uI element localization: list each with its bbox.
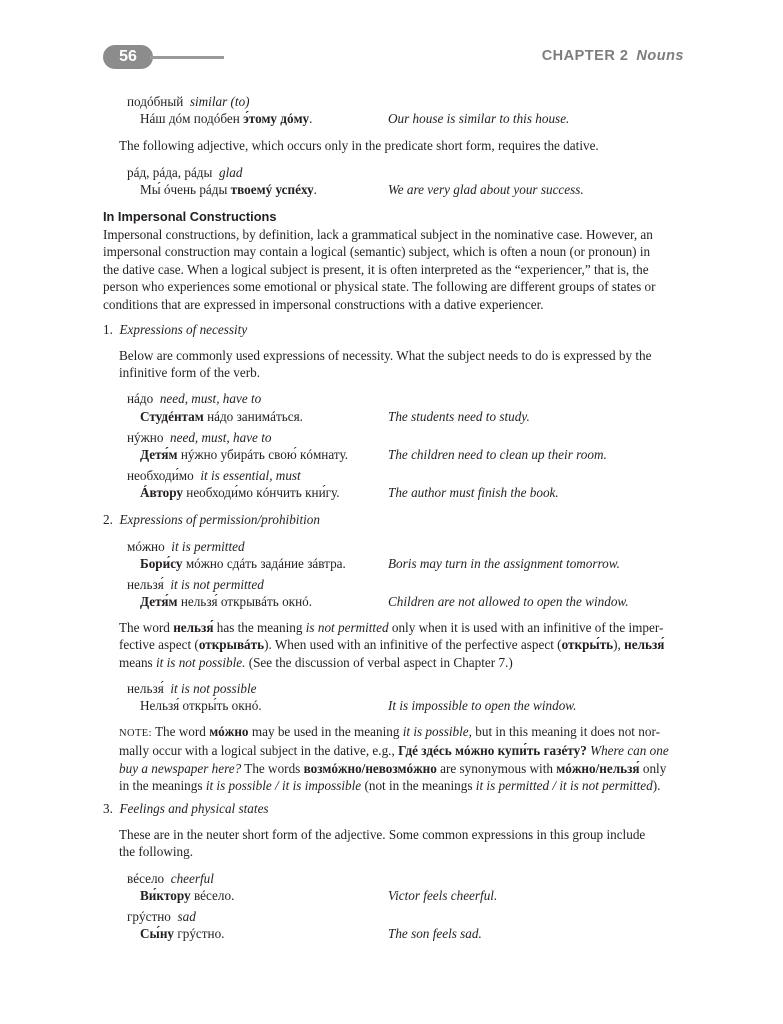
lemma-line: [127, 908, 196, 925]
translation-text: Victor feels cheerful.: [388, 888, 498, 903]
example-bold: Детя́м: [140, 447, 178, 462]
intro-dative-text: The following adjective, which occurs only in the predicate short form, requires the dative.: [119, 138, 599, 153]
text-run-italic: it is possible / it is impossible: [205, 778, 362, 794]
translation: [388, 593, 629, 610]
text-run-bold: открывáть: [198, 637, 265, 653]
list-item-heading: [103, 511, 320, 528]
example-bold: Ви́ктору: [140, 888, 191, 903]
section-heading: In Impersonal Constructions: [103, 209, 277, 224]
text-run-italic: Where can one: [590, 743, 669, 759]
example-sentence: [140, 181, 317, 198]
text-run-bold: нельзя́: [624, 637, 665, 653]
example-bold: Студéнтам: [140, 409, 204, 424]
lemma-line: [127, 467, 301, 484]
gloss: it is not permitted: [170, 577, 264, 592]
example-sentence: [140, 446, 348, 463]
translation: [388, 446, 607, 463]
text-run: The word: [119, 620, 174, 635]
example-text: Нáш дóм подóбен: [140, 111, 244, 126]
example-bold: Áвтору: [140, 485, 183, 500]
lemma-line: [127, 680, 256, 697]
translation-text: The children need to clean up their room.: [388, 447, 607, 462]
text-run: in the meanings: [119, 778, 206, 794]
translation-text: Our house is similar to this house.: [388, 111, 570, 126]
paragraph-line: conditions that are expressed in impersonal constructions with a dative experiencer.: [103, 296, 544, 312]
gloss: it is permitted: [171, 539, 245, 554]
text-run-bold: возмóжно/невозмóжно: [303, 760, 437, 776]
paragraph-line: These are in the neuter short form of the adjective. Some common expressions in this group include: [119, 827, 646, 842]
example-end: .: [309, 111, 313, 126]
lemma: подóбный: [127, 94, 184, 109]
example-sentence: Нельзя́ откры́ть окнó.: [140, 698, 262, 713]
lemma: мóжно: [127, 539, 165, 554]
example-text: мóжно сдáть задáние зáвтра.: [182, 556, 346, 571]
example-sentence: [140, 110, 312, 127]
example-text: нýжно убирáть свою́ кóмнату.: [177, 447, 349, 462]
note-label: NOTE:: [119, 728, 152, 739]
example-sentence: [140, 925, 224, 942]
text-run: The words: [241, 760, 304, 776]
example-bold: э́тому дóму: [243, 111, 310, 126]
list-title: Feelings and physical states: [119, 801, 269, 816]
example-text: грýстно.: [174, 926, 225, 941]
translation: [388, 555, 620, 572]
paragraph-line: Impersonal constructions, by definition, lack a grammatical subject in the nominative case. However, an: [103, 227, 653, 242]
paragraph-line: the dative case. When a logical subject is present, it is often interpreted as the “experiencer,” that is, the: [103, 261, 649, 277]
text-run: are synonymous with: [436, 760, 557, 776]
necessity-intro: [119, 347, 683, 382]
text-run: may be used in the meaning: [248, 724, 403, 739]
gloss: cheerful: [170, 871, 214, 886]
note-paragraph: [119, 723, 683, 795]
list-number: 1.: [103, 322, 113, 337]
example-bold: Бори́су: [140, 556, 183, 571]
text-run-bold: нельзя́: [173, 620, 214, 635]
lemma-line: [127, 538, 245, 555]
translation: [388, 181, 584, 198]
translation-text: Children are not allowed to open the window.: [388, 594, 629, 609]
text-run-italic: is not permitted: [305, 620, 389, 635]
text-run-bold: Гдé здéсь мóжно купи́ть газéту?: [398, 743, 587, 759]
lemma: необходи́мо: [127, 468, 194, 483]
text-run-italic: it is not possible.: [156, 654, 246, 670]
translation: [388, 110, 569, 127]
lemma: рáд, рáда, рáды: [127, 165, 213, 180]
example-sentence: [140, 887, 234, 904]
translation: [388, 408, 530, 425]
text-run: ),: [613, 637, 625, 653]
text-run: (See the discussion of verbal aspect in Chapter 7.): [245, 654, 513, 670]
lemma: нельзя́: [127, 681, 164, 696]
chapter-label: CHAPTER 2: [541, 48, 629, 64]
translation: [388, 697, 576, 714]
paragraph-line: infinitive form of the verb.: [119, 365, 260, 381]
text-run-italic: it is permitted / it is not permitted: [475, 778, 653, 794]
header-rule: [150, 56, 224, 59]
lemma: грýстно: [127, 909, 171, 924]
example-bold: твоемý успéху: [230, 182, 314, 197]
lemma-line: [127, 164, 242, 181]
translation-text: It is impossible to open the window.: [388, 698, 577, 713]
paragraph-line: [119, 760, 683, 777]
translation: [388, 925, 482, 942]
gloss: it is essential, must: [200, 468, 301, 483]
paragraph-line: [119, 654, 683, 671]
text-run-bold: мóжно: [209, 724, 249, 739]
text-run-italic: buy a newspaper here?: [119, 760, 242, 776]
text-run: means: [119, 654, 156, 670]
example-sentence: [140, 408, 303, 425]
paragraph-line: impersonal construction may contain a logical (semantic) subject, which is often a noun (or pronoun) in: [103, 244, 651, 260]
gloss: need, must, have to: [170, 430, 272, 445]
paragraph-line: person who experiences some emotional or physical state. The following are different groups of states or: [103, 279, 656, 295]
text-run: ).: [652, 778, 661, 794]
lemma-line: [127, 93, 250, 110]
translation-text: We are very glad about your success.: [388, 182, 584, 197]
list-title: Expressions of necessity: [119, 322, 248, 337]
translation-text: The son feels sad.: [388, 926, 482, 941]
lemma-line: [127, 429, 271, 446]
impersonal-paragraph: [103, 226, 683, 313]
feelings-intro: [119, 826, 683, 861]
text-run-bold: мóжно/нельзя́: [556, 760, 640, 776]
translation-text: The students need to study.: [388, 409, 530, 424]
lemma: вéсело: [127, 871, 165, 886]
paragraph-line: [119, 742, 683, 759]
running-head: [542, 48, 684, 64]
lemma: нáдо: [127, 391, 154, 406]
paragraph-line: [119, 619, 683, 636]
paragraph-line: the following.: [119, 844, 193, 860]
list-number: 3.: [103, 801, 113, 816]
translation-text: Boris may turn in the assignment tomorrow.: [388, 556, 620, 571]
nelzya-paragraph: [119, 619, 683, 671]
list-number: 2.: [103, 512, 113, 527]
text-run: fective aspect (: [119, 637, 199, 653]
gloss: need, must, have to: [159, 391, 262, 406]
lemma-line: [127, 870, 214, 887]
text-run: The word: [151, 724, 210, 739]
example-text: Мы́ óчень рáды: [140, 182, 231, 197]
list-item-heading: [103, 321, 247, 338]
gloss: glad: [218, 165, 243, 180]
lemma-line: [127, 576, 264, 593]
example-end: .: [313, 182, 317, 197]
text-run: ). When used with an infinitive of the perfective aspect (: [264, 637, 562, 653]
text-run: mally occur with a logical subject in the dative, e.g.,: [119, 743, 399, 759]
example-bold: Детя́м: [140, 594, 178, 609]
list-item-heading: [103, 800, 269, 817]
chapter-topic: Nouns: [636, 48, 684, 64]
paragraph-line: [119, 723, 683, 742]
text-run: only when it is used with an infinitive of the imper-: [388, 620, 664, 635]
example-text: нельзя́ открывáть окнó.: [177, 594, 313, 609]
text-run: only: [639, 760, 667, 776]
paragraph-line: [119, 636, 683, 653]
paragraph-line: Below are commonly used expressions of necessity. What the subject needs to do is expressed by the: [119, 348, 652, 363]
example-sentence: [140, 555, 346, 572]
text-run: has the meaning: [213, 620, 306, 635]
example-text: нáдо занимáться.: [203, 409, 303, 424]
example-bold: Сы́ну: [140, 926, 175, 941]
text-run: (not in the meanings: [361, 778, 476, 794]
paragraph-line: [119, 777, 683, 794]
example-sentence: [140, 484, 340, 501]
translation-text: The author must finish the book.: [388, 485, 559, 500]
text-run-bold: откры́ть: [561, 637, 614, 653]
text-run-italic: it is possible,: [402, 724, 472, 739]
page-number-badge: 56: [103, 45, 153, 69]
text-run: but in this meaning it does not nor-: [471, 724, 660, 739]
lemma: нельзя́: [127, 577, 164, 592]
example-sentence: [140, 593, 312, 610]
translation: [388, 887, 497, 904]
lemma: нýжно: [127, 430, 164, 445]
gloss: similar (to): [189, 94, 250, 109]
translation: [388, 484, 559, 501]
example-text: необходи́мо кóнчить кни́гу.: [182, 485, 340, 500]
gloss: it is not possible: [170, 681, 257, 696]
list-title: Expressions of permission/prohibition: [119, 512, 320, 527]
gloss: sad: [177, 909, 196, 924]
example-text: вéсело.: [190, 888, 235, 903]
lemma-line: [127, 390, 261, 407]
